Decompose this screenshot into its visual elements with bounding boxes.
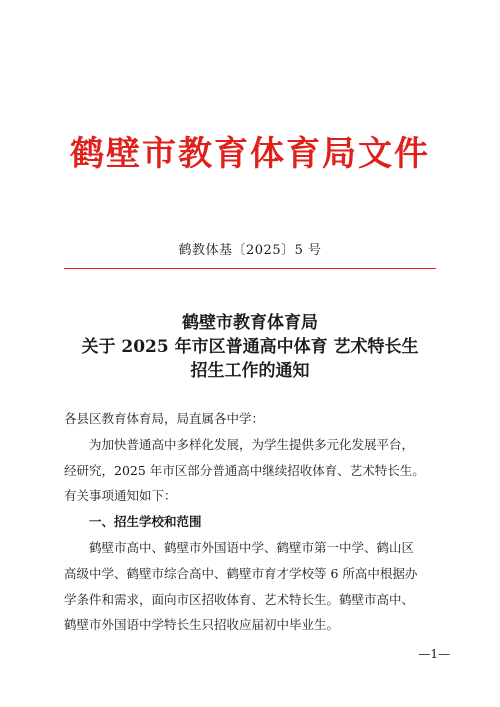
title-line-3: 招生工作的通知: [190, 361, 310, 381]
paragraph-2-line-3: 学条件和需求，面向市区招收体育、艺术特长生。鹤壁市高中、: [64, 591, 415, 607]
paragraph-1-line-3: 有关事项通知如下：: [64, 488, 177, 504]
title-line-2: 关于 2025 年市区普通高中体育 艺术特长生: [81, 337, 419, 357]
title-line-1: 鹤壁市教育体育局: [182, 313, 318, 333]
page-number: —1—: [418, 647, 450, 661]
document-body: [64, 406, 438, 638]
document-number: 鹤教体基〔2025〕5 号: [178, 243, 322, 258]
section-1-heading: 一、招生学校和范围: [89, 514, 202, 530]
paragraph-2-line-2: 高级中学、鹤壁市综合高中、鹤壁市育才学校等 6 所高中根据办: [64, 565, 418, 581]
salutation: 各县区教育体育局，局直属各中学：: [64, 411, 265, 426]
paragraph-2-line-4: 鹤壁市外国语中学特长生只招收应届初中毕业生。: [64, 617, 340, 633]
document-title: [0, 311, 500, 383]
paragraph-1-line-1: 为加快普通高中多样化发展，为学生提供多元化发展平台，: [89, 436, 415, 452]
red-masthead: 鹤壁市教育体育局文件: [70, 134, 430, 174]
paragraph-2-line-1: 鹤壁市高中、鹤壁市外国语中学、鹤壁市第一中学、鹤山区: [89, 539, 415, 555]
red-divider: [64, 268, 436, 269]
paragraph-1-line-2: 经研究，2025 年市区部分普通高中继续招收体育、艺术特长生。: [64, 462, 425, 478]
